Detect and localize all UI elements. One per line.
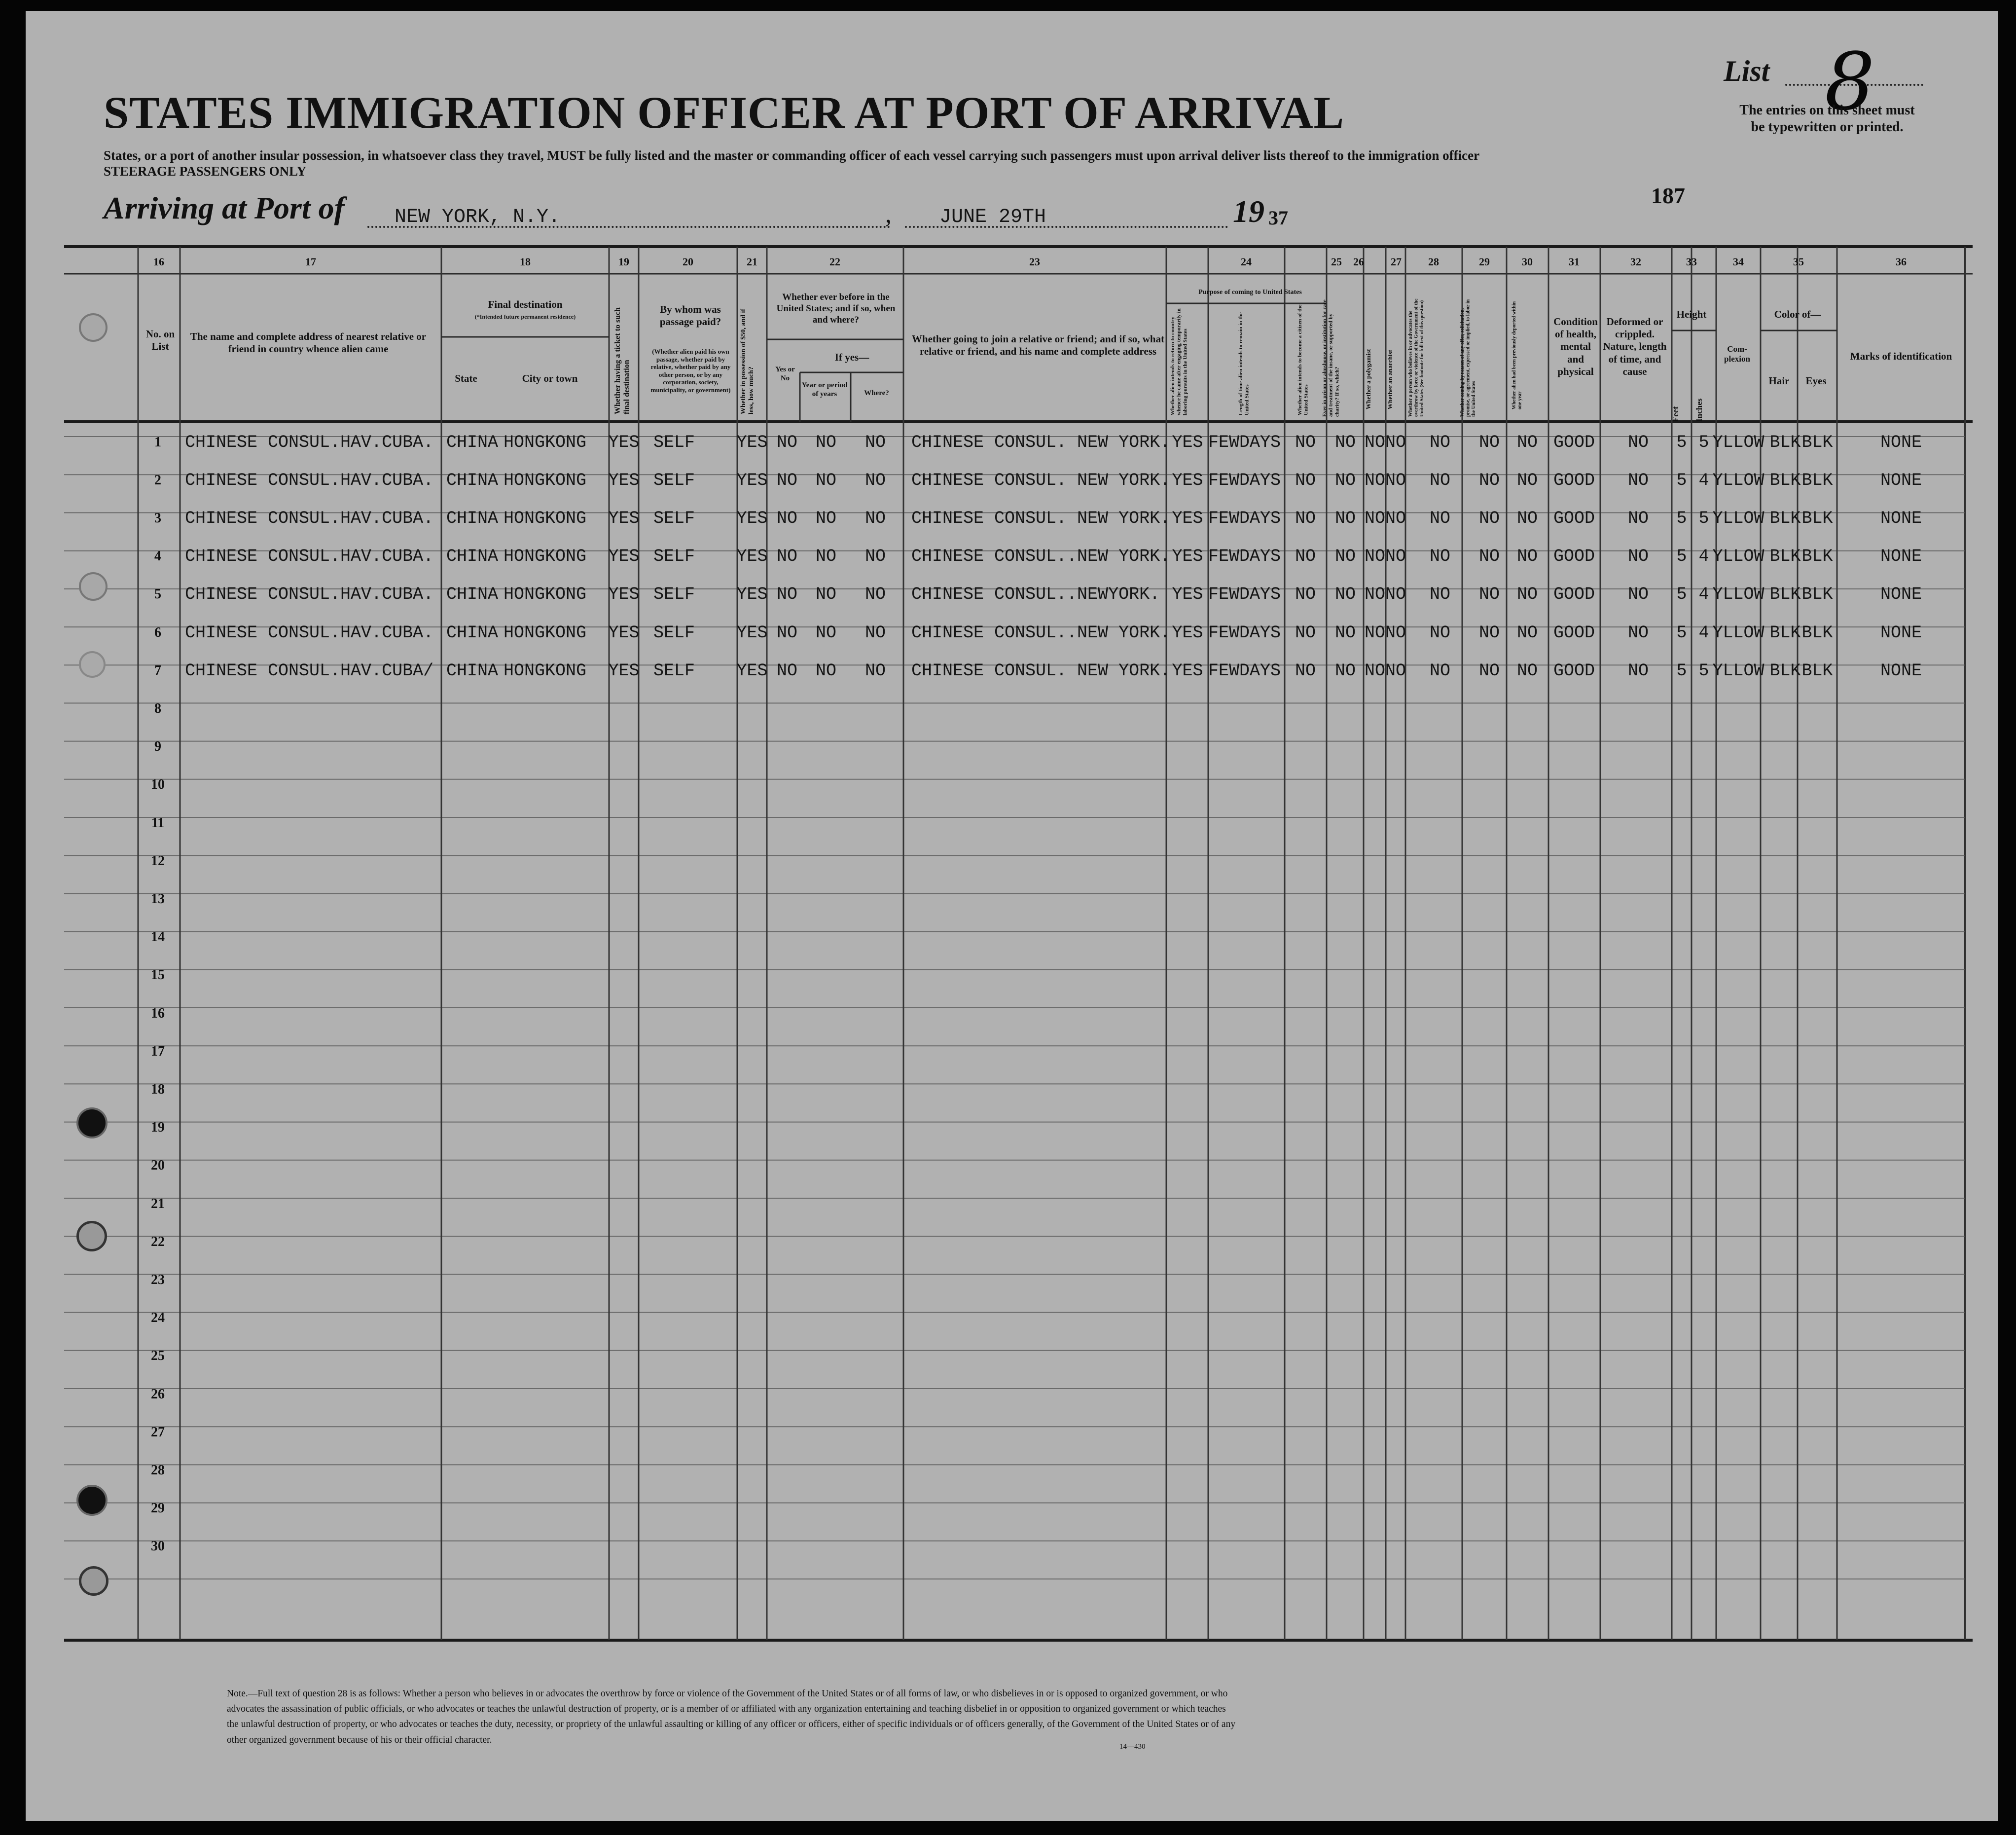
- cell-state: CHINA: [446, 585, 499, 605]
- cell-money: YES: [736, 661, 768, 681]
- row-number: 17: [151, 1043, 165, 1059]
- footer-note: Note.—Full text of question 28 is as follows: Whether a person who believes in or advocates the overthrow by force or violence of the Government of the United States or of all forms of law, or who disbelieves in or is opposed to organized government, or who advocates the assassination of public officials, or who advocates or teaches the unlawful destruction of property, or is a member of or affiliated with any organization entertaining and teaching disbelief in or opposition to organized government or which teaches the unlawful destruction of property, or who advocates or teaches the duty, necessity, or propriety of the unlawful assaulting or killing of any officer or officers, either of specific individuals or of officers generally, of the Government of the United States or of any other organized government because of his or their official character.: [227, 1688, 1236, 1745]
- row-number: 4: [154, 549, 161, 564]
- cell-join: CHINESE CONSUL. NEW YORK.: [911, 508, 1171, 528]
- cell-prison: NO: [1334, 623, 1356, 643]
- cell-relative: CHINESE CONSUL.HAV.CUBA.: [185, 470, 434, 490]
- cell-year: NO: [815, 661, 837, 681]
- cell-where: NO: [864, 470, 886, 490]
- cell-polygamist: NO: [1364, 470, 1386, 490]
- cell-complexion: YLLOW: [1712, 547, 1764, 567]
- cell-where: NO: [864, 432, 886, 452]
- cell-join: CHINESE CONSUL..NEW YORK.: [911, 547, 1171, 567]
- cell-length: FEWDAYS: [1208, 432, 1281, 452]
- cell-feet: 5: [1676, 623, 1687, 643]
- notice-line-1: The entries on this sheet must: [1739, 103, 1915, 118]
- cell-paid: SELF: [653, 508, 695, 528]
- header-nearest-relative: The name and complete address of nearest relative or friend in country whence alien came: [190, 330, 427, 355]
- column-number: 26: [1353, 256, 1364, 268]
- cell-year: NO: [815, 470, 837, 490]
- cell-q30: NO: [1516, 470, 1538, 490]
- cell-ticket: YES: [608, 432, 640, 452]
- cell-deformed: NO: [1627, 623, 1649, 643]
- header-prison: Ever in prison or almshouse, or institution for care and treatment of the insane, or supported by charity? If so, which?: [1322, 299, 1340, 417]
- cell-return: YES: [1172, 508, 1203, 528]
- cell-q29: NO: [1478, 470, 1500, 490]
- cell-q29: NO: [1478, 547, 1500, 567]
- cell-q28: NO: [1429, 585, 1451, 605]
- cell-state: CHINA: [446, 470, 499, 490]
- cell-polygamist: NO: [1364, 547, 1386, 567]
- cell-marks: NONE: [1880, 547, 1922, 567]
- cell-city: HONGKONG: [503, 661, 587, 681]
- cell-deformed: NO: [1627, 585, 1649, 605]
- header-hair: Hair: [1768, 375, 1790, 387]
- column-number: 25: [1331, 256, 1342, 268]
- cell-q29: NO: [1478, 623, 1500, 643]
- cell-inches: 4: [1698, 547, 1709, 567]
- cell-citizen: NO: [1295, 470, 1316, 490]
- cell-citizen: NO: [1295, 661, 1316, 681]
- header-possession: Whether in possession of $50, and if less, how much?: [740, 308, 756, 414]
- header-condition-health: Condition of health, mental and physical: [1553, 316, 1598, 377]
- cell-paid: SELF: [653, 623, 695, 643]
- column-number: 34: [1733, 256, 1744, 268]
- cell-deformed: NO: [1627, 661, 1649, 681]
- cell-length: FEWDAYS: [1208, 661, 1281, 681]
- cell-city: HONGKONG: [503, 623, 587, 643]
- column-number: 20: [683, 256, 693, 268]
- cell-prison: NO: [1334, 585, 1356, 605]
- header-by-whom-note: (Whether alien paid his own passage, whether paid by relative, whether paid by any other person, or by any corporation, society, municipality, or government): [650, 348, 731, 394]
- header-anarchist: Whether an anarchist: [1386, 350, 1394, 409]
- cell-year: NO: [815, 585, 837, 605]
- cell-prison: NO: [1334, 661, 1356, 681]
- cell-marks: NONE: [1880, 508, 1922, 528]
- row-number: 29: [151, 1501, 165, 1516]
- cell-feet: 5: [1676, 547, 1687, 567]
- header-q28: Whether a person who believes in or advocates the overthrow by force or violence of the Government of the United States (See footnote for full text of this question): [1408, 298, 1425, 417]
- cell-ticket: YES: [608, 508, 640, 528]
- cell-anarchist: NO: [1385, 661, 1406, 681]
- cell-state: CHINA: [446, 623, 499, 643]
- cell-citizen: NO: [1295, 547, 1316, 567]
- row-number: 12: [151, 853, 165, 869]
- cell-deformed: NO: [1627, 470, 1649, 490]
- cell-anarchist: NO: [1385, 623, 1406, 643]
- cell-q29: NO: [1478, 585, 1500, 605]
- cell-state: CHINA: [446, 547, 499, 567]
- cell-marks: NONE: [1880, 623, 1922, 643]
- header-complexion: Com-plexion: [1724, 344, 1750, 364]
- row-number: 2: [154, 472, 161, 488]
- cell-q28: NO: [1429, 547, 1451, 567]
- cell-state: CHINA: [446, 508, 499, 528]
- cell-marks: NONE: [1880, 470, 1922, 490]
- cell-anarchist: NO: [1385, 547, 1406, 567]
- header-final-destination-note: (*Intended future permanent residence): [474, 313, 576, 320]
- row-number: 28: [151, 1462, 165, 1478]
- cell-return: YES: [1172, 432, 1203, 452]
- cell-length: FEWDAYS: [1208, 470, 1281, 490]
- cell-year: NO: [815, 432, 837, 452]
- cell-return: YES: [1172, 547, 1203, 567]
- row-number: 3: [154, 510, 161, 526]
- cell-eyes: BLK: [1801, 623, 1833, 643]
- header-final-destination: Final destination: [488, 298, 563, 310]
- cell-year: NO: [815, 547, 837, 567]
- column-number: 35: [1793, 256, 1804, 268]
- cell-marks: NONE: [1880, 661, 1922, 681]
- cell-ticket: YES: [608, 585, 640, 605]
- column-number: 23: [1029, 256, 1040, 268]
- cell-join: CHINESE CONSUL..NEW YORK.: [911, 623, 1171, 643]
- row-number: 16: [151, 1005, 165, 1021]
- punch-hole: [79, 572, 108, 601]
- cell-before: NO: [776, 623, 798, 643]
- row-number: 9: [154, 739, 161, 755]
- cell-hair: BLK: [1769, 661, 1801, 681]
- cell-polygamist: NO: [1364, 432, 1386, 452]
- row-number: 5: [154, 587, 161, 602]
- header-color-of: Color of—: [1774, 308, 1821, 320]
- header-ticket: Whether having a ticket to such final destination: [613, 307, 631, 414]
- cell-where: NO: [864, 661, 886, 681]
- cell-q30: NO: [1516, 661, 1538, 681]
- cell-deformed: NO: [1627, 508, 1649, 528]
- cell-before: NO: [776, 508, 798, 528]
- arriving-label: Arriving at Port of: [104, 190, 345, 225]
- cell-anarchist: NO: [1385, 432, 1406, 452]
- cell-complexion: YLLOW: [1712, 661, 1764, 681]
- cell-health: GOOD: [1553, 470, 1595, 490]
- header-state: State: [455, 372, 477, 384]
- header-length-of-time: Length of time alien intends to remain in the United States: [1238, 312, 1250, 415]
- punch-hole: [76, 1107, 108, 1138]
- punch-hole: [76, 1485, 108, 1516]
- cell-city: HONGKONG: [503, 470, 587, 490]
- instructions-line: States, or a port of another insular possession, in whatsoever class they travel, MUST be fully listed and the master or commanding officer of each vessel carrying such passengers must upon arrival deliver lists thereof to the immigration officer: [104, 148, 1480, 163]
- cell-q30: NO: [1516, 547, 1538, 567]
- cell-relative: CHINESE CONSUL.HAV.CUBA.: [185, 585, 434, 605]
- list-number: 8: [1825, 36, 1875, 128]
- cell-anarchist: NO: [1385, 508, 1406, 528]
- row-number: 18: [151, 1081, 165, 1097]
- cell-prison: NO: [1334, 432, 1356, 452]
- notice-line-2: be typewritten or printed.: [1751, 119, 1904, 135]
- cell-money: YES: [736, 508, 768, 528]
- cell-paid: SELF: [653, 432, 695, 452]
- cell-citizen: NO: [1295, 432, 1316, 452]
- header-q30: Whether alien had been previously deported within one year: [1512, 301, 1523, 409]
- cell-hair: BLK: [1769, 432, 1801, 452]
- column-number: 16: [153, 256, 164, 268]
- header-ever-before: Whether ever before in the United States; and if so, when and where?: [776, 292, 896, 325]
- header-polygamist: Whether a polygamist: [1365, 349, 1372, 409]
- cell-inches: 5: [1698, 432, 1709, 452]
- cell-length: FEWDAYS: [1208, 585, 1281, 605]
- cell-citizen: NO: [1295, 623, 1316, 643]
- header-year-period: Year or period of years: [801, 381, 848, 398]
- cell-prison: NO: [1334, 470, 1356, 490]
- cell-deformed: NO: [1627, 432, 1649, 452]
- cell-health: GOOD: [1553, 508, 1595, 528]
- cell-return: YES: [1172, 470, 1203, 490]
- cell-where: NO: [864, 623, 886, 643]
- year-prefix: 19: [1233, 194, 1264, 229]
- cell-inches: 5: [1698, 508, 1709, 528]
- header-purpose: Purpose of coming to United States: [1198, 289, 1302, 296]
- cell-join: CHINESE CONSUL..NEWYORK.: [911, 585, 1160, 605]
- cell-money: YES: [736, 585, 768, 605]
- column-number: 29: [1479, 256, 1490, 268]
- cell-prison: NO: [1334, 508, 1356, 528]
- cell-paid: SELF: [653, 585, 695, 605]
- cell-inches: 4: [1698, 585, 1709, 605]
- cell-where: NO: [864, 547, 886, 567]
- cell-year: NO: [815, 508, 837, 528]
- cell-polygamist: NO: [1364, 508, 1386, 528]
- cell-complexion: YLLOW: [1712, 470, 1764, 490]
- steerage-label: STEERAGE PASSENGERS ONLY: [104, 164, 307, 179]
- row-number: 11: [151, 815, 165, 831]
- cell-polygamist: NO: [1364, 623, 1386, 643]
- cell-q28: NO: [1429, 623, 1451, 643]
- cell-hair: BLK: [1769, 585, 1801, 605]
- cell-eyes: BLK: [1801, 661, 1833, 681]
- row-number: 15: [151, 967, 165, 983]
- header-eyes: Eyes: [1805, 375, 1827, 387]
- column-number: 32: [1630, 256, 1641, 268]
- row-number: 24: [151, 1310, 165, 1326]
- row-number: 6: [154, 624, 161, 640]
- cell-city: HONGKONG: [503, 432, 587, 452]
- cell-hair: BLK: [1769, 623, 1801, 643]
- column-number: 19: [618, 256, 629, 268]
- cell-return: YES: [1172, 585, 1203, 605]
- port-value: NEW YORK, N.Y.: [395, 206, 561, 228]
- cell-before: NO: [776, 585, 798, 605]
- cell-complexion: YLLOW: [1712, 623, 1764, 643]
- punch-hole: [79, 1566, 108, 1596]
- cell-ticket: YES: [608, 661, 640, 681]
- cell-state: CHINA: [446, 661, 499, 681]
- column-number: 28: [1428, 256, 1439, 268]
- cell-join: CHINESE CONSUL. NEW YORK.: [911, 432, 1171, 452]
- cell-money: YES: [736, 623, 768, 643]
- cell-feet: 5: [1676, 508, 1687, 528]
- cell-relative: CHINESE CONSUL.HAV.CUBA.: [185, 432, 434, 452]
- form-code: 14—430: [1119, 1743, 1146, 1751]
- header-no-on-list: No. on List: [145, 328, 175, 353]
- cell-ticket: YES: [608, 470, 640, 490]
- row-number: 7: [154, 662, 161, 678]
- cell-health: GOOD: [1553, 623, 1595, 643]
- cell-paid: SELF: [653, 470, 695, 490]
- date-value: JUNE 29TH: [939, 206, 1046, 228]
- cell-citizen: NO: [1295, 508, 1316, 528]
- cell-health: GOOD: [1553, 547, 1595, 567]
- cell-anarchist: NO: [1385, 585, 1406, 605]
- column-number: 24: [1241, 256, 1252, 268]
- row-number: 8: [154, 700, 161, 716]
- cell-feet: 5: [1676, 470, 1687, 490]
- cell-year: NO: [815, 623, 837, 643]
- header-city: City or town: [522, 372, 578, 384]
- page-title: STATES IMMIGRATION OFFICER AT PORT OF ARRIVAL: [104, 87, 1344, 138]
- cell-money: YES: [736, 432, 768, 452]
- row-number: 22: [151, 1234, 165, 1249]
- cell-length: FEWDAYS: [1208, 547, 1281, 567]
- header-inches: Inches: [1694, 398, 1704, 422]
- header-where: Where?: [864, 389, 889, 397]
- cell-relative: CHINESE CONSUL.HAV.CUBA.: [185, 623, 434, 643]
- cell-inches: 4: [1698, 623, 1709, 643]
- cell-city: HONGKONG: [503, 547, 587, 567]
- cell-hair: BLK: [1769, 547, 1801, 567]
- cell-hair: BLK: [1769, 508, 1801, 528]
- cell-marks: NONE: [1880, 432, 1922, 452]
- cell-deformed: NO: [1627, 547, 1649, 567]
- cell-return: YES: [1172, 623, 1203, 643]
- punch-hole: [76, 1221, 107, 1251]
- cell-state: CHINA: [446, 432, 499, 452]
- cell-marks: NONE: [1880, 585, 1922, 605]
- cell-q30: NO: [1516, 623, 1538, 643]
- cell-relative: CHINESE CONSUL.HAV.CUBA.: [185, 547, 434, 567]
- column-number: 27: [1391, 256, 1402, 268]
- year-suffix: 37: [1268, 207, 1288, 229]
- row-number: 10: [151, 777, 165, 793]
- row-number: 21: [151, 1196, 165, 1211]
- cell-q28: NO: [1429, 470, 1451, 490]
- cell-eyes: BLK: [1801, 585, 1833, 605]
- cell-feet: 5: [1676, 432, 1687, 452]
- header-citizen: Whether alien intends to become a citizen of the United States: [1297, 304, 1309, 415]
- row-number: 23: [151, 1272, 165, 1287]
- row-number: 30: [151, 1539, 165, 1554]
- column-number: 17: [305, 256, 316, 268]
- cell-health: GOOD: [1553, 432, 1595, 452]
- cell-q29: NO: [1478, 661, 1500, 681]
- header-q29: Whether coming by reason of any offer, solicitation, promise, or agreement, expressed or implied, to labor in the United States: [1460, 299, 1476, 417]
- column-number: 21: [747, 256, 757, 268]
- cell-q29: NO: [1478, 432, 1500, 452]
- row-number: 1: [154, 434, 161, 450]
- cell-paid: SELF: [653, 661, 695, 681]
- cell-complexion: YLLOW: [1712, 508, 1764, 528]
- cell-ticket: YES: [608, 547, 640, 567]
- header-feet: Feet: [1671, 406, 1680, 422]
- cell-q28: NO: [1429, 432, 1451, 452]
- row-number: 20: [151, 1158, 165, 1174]
- page-number: 187: [1651, 183, 1685, 208]
- column-number: 18: [520, 256, 531, 268]
- cell-anarchist: NO: [1385, 470, 1406, 490]
- header-deformed: Deformed or crippled. Nature, length of time, and cause: [1603, 316, 1667, 377]
- cell-ticket: YES: [608, 623, 640, 643]
- cell-prison: NO: [1334, 547, 1356, 567]
- cell-join: CHINESE CONSUL. NEW YORK.: [911, 661, 1171, 681]
- cell-inches: 5: [1698, 661, 1709, 681]
- row-number: 27: [151, 1424, 165, 1440]
- cell-polygamist: NO: [1364, 661, 1386, 681]
- cell-before: NO: [776, 432, 798, 452]
- list-label: List: [1724, 55, 1770, 87]
- cell-citizen: NO: [1295, 585, 1316, 605]
- cell-feet: 5: [1676, 661, 1687, 681]
- cell-eyes: BLK: [1801, 470, 1833, 490]
- header-height: Height: [1676, 308, 1707, 320]
- cell-hair: BLK: [1769, 470, 1801, 490]
- cell-join: CHINESE CONSUL. NEW YORK.: [911, 470, 1171, 490]
- cell-complexion: YLLOW: [1712, 432, 1764, 452]
- column-number: 36: [1896, 256, 1907, 268]
- cell-where: NO: [864, 585, 886, 605]
- header-marks: Marks of identification: [1850, 350, 1952, 362]
- cell-relative: CHINESE CONSUL.HAV.CUBA.: [185, 508, 434, 528]
- cell-money: YES: [736, 470, 768, 490]
- cell-q28: NO: [1429, 661, 1451, 681]
- row-number: 13: [151, 891, 165, 907]
- cell-inches: 4: [1698, 470, 1709, 490]
- column-number: 22: [829, 256, 840, 268]
- header-join-relative: Whether going to join a relative or friend; and if so, what relative or friend, and his name and complete address: [911, 333, 1165, 358]
- cell-q30: NO: [1516, 585, 1538, 605]
- cell-before: NO: [776, 470, 798, 490]
- cell-paid: SELF: [653, 547, 695, 567]
- cell-health: GOOD: [1553, 585, 1595, 605]
- cell-return: YES: [1172, 661, 1203, 681]
- header-purpose-return: Whether alien intends to return to country whence he came after engaging temporarily in laboring pursuits in the United States: [1170, 308, 1188, 415]
- cell-q29: NO: [1478, 508, 1500, 528]
- punch-hole: [79, 651, 106, 678]
- cell-where: NO: [864, 508, 886, 528]
- cell-q30: NO: [1516, 432, 1538, 452]
- cell-q28: NO: [1429, 508, 1451, 528]
- row-number: 25: [151, 1348, 165, 1364]
- cell-feet: 5: [1676, 585, 1687, 605]
- cell-length: FEWDAYS: [1208, 508, 1281, 528]
- cell-before: NO: [776, 547, 798, 567]
- cell-before: NO: [776, 661, 798, 681]
- header-yes-or-no: Yes or No: [775, 366, 795, 382]
- row-number: 14: [151, 929, 165, 945]
- row-number: 26: [151, 1386, 165, 1402]
- cell-length: FEWDAYS: [1208, 623, 1281, 643]
- comma: ,: [885, 200, 892, 228]
- header-if-yes: If yes—: [834, 351, 869, 363]
- cell-health: GOOD: [1553, 661, 1595, 681]
- cell-relative: CHINESE CONSUL.HAV.CUBA/: [185, 661, 434, 681]
- row-number: 19: [151, 1120, 165, 1136]
- column-number: 33: [1686, 256, 1697, 268]
- cell-polygamist: NO: [1364, 585, 1386, 605]
- cell-city: HONGKONG: [503, 585, 587, 605]
- cell-complexion: YLLOW: [1712, 585, 1764, 605]
- cell-eyes: BLK: [1801, 547, 1833, 567]
- cell-money: YES: [736, 547, 768, 567]
- cell-city: HONGKONG: [503, 508, 587, 528]
- punch-hole: [79, 313, 108, 342]
- cell-eyes: BLK: [1801, 432, 1833, 452]
- column-number: 31: [1569, 256, 1580, 268]
- cell-q30: NO: [1516, 508, 1538, 528]
- column-number: 30: [1522, 256, 1533, 268]
- cell-eyes: BLK: [1801, 508, 1833, 528]
- header-by-whom: By whom was passage paid?: [659, 303, 721, 328]
